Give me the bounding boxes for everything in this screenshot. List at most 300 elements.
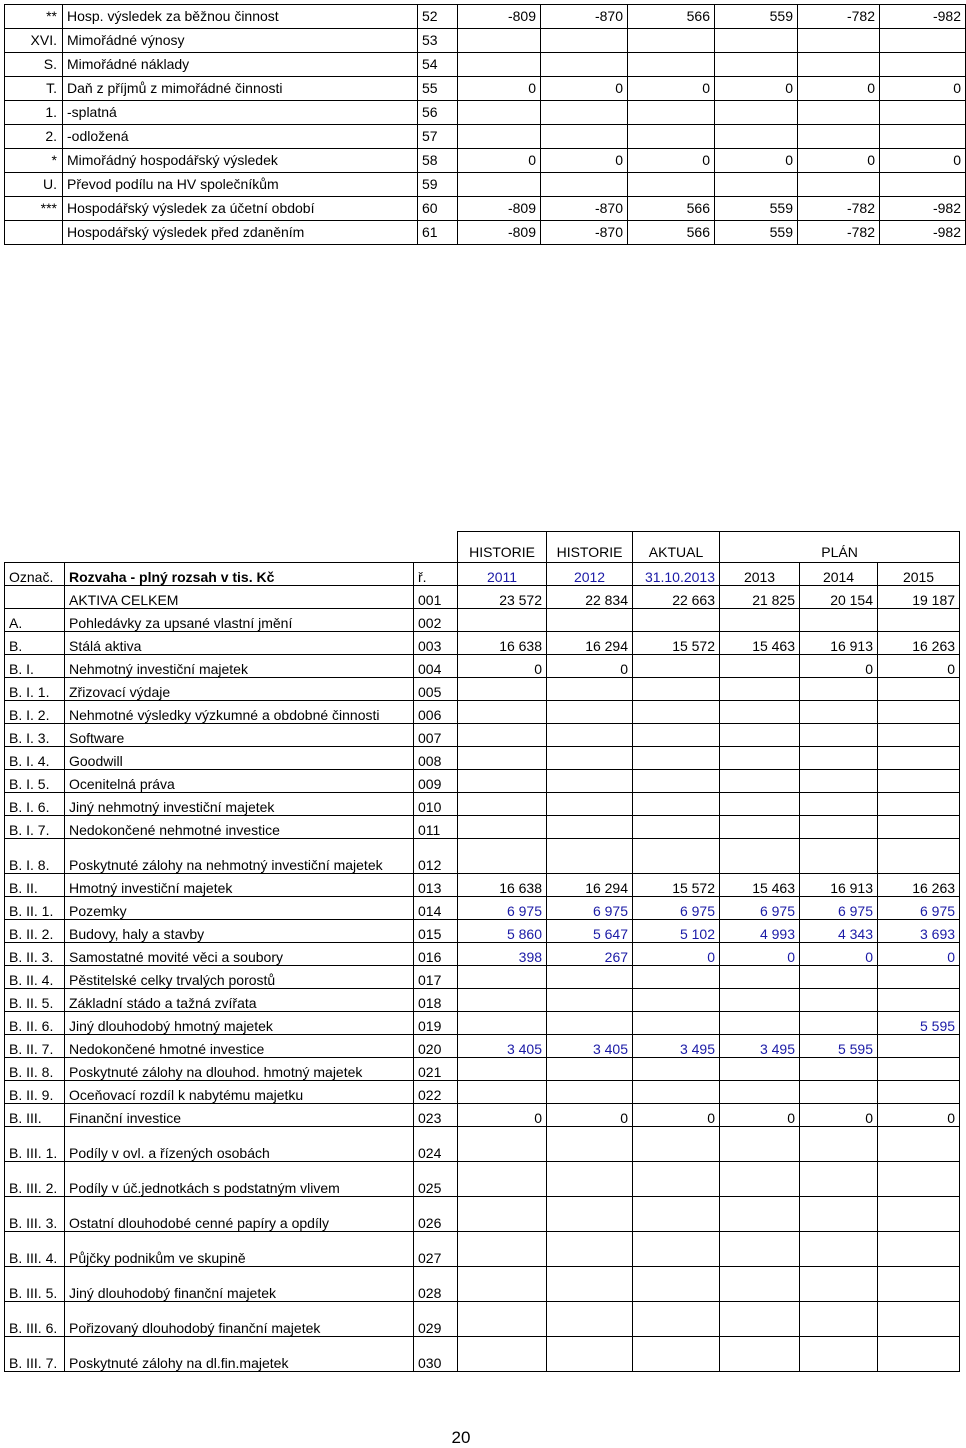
row-line-number: 009 — [414, 770, 458, 793]
row-code: XVI. — [5, 29, 63, 53]
balance-row — [5, 747, 960, 770]
row-label: -odložená — [63, 125, 418, 149]
row-code: B. I. 2. — [5, 701, 65, 724]
value-cell — [633, 724, 720, 747]
value-cell — [633, 1302, 720, 1337]
value-cell: 0 — [880, 77, 966, 101]
row-label: Budovy, haly a stavby — [65, 920, 414, 943]
value-cell: 267 — [547, 943, 633, 966]
value-cell — [547, 1197, 633, 1232]
row-line-number: 57 — [418, 125, 458, 149]
row-code: 2. — [5, 125, 63, 149]
value-cell: 16 263 — [878, 874, 960, 897]
value-cell: 5 647 — [547, 920, 633, 943]
row-code: B. I. 6. — [5, 793, 65, 816]
balance-row — [5, 1197, 960, 1232]
row-line-number: 004 — [414, 655, 458, 678]
value-cell — [633, 678, 720, 701]
value-cell: 566 — [628, 5, 715, 29]
value-cell: 3 405 — [458, 1035, 547, 1058]
value-cell — [800, 701, 878, 724]
value-cell — [720, 701, 800, 724]
value-cell: 566 — [628, 221, 715, 245]
row-label: Hmotný investiční majetek — [65, 874, 414, 897]
balance-row — [5, 989, 960, 1012]
value-cell: 23 572 — [458, 586, 547, 609]
income-row — [5, 101, 966, 125]
row-label: Stálá aktiva — [65, 632, 414, 655]
value-cell: -809 — [458, 221, 541, 245]
value-cell — [720, 1058, 800, 1081]
value-cell — [458, 1337, 547, 1372]
value-cell: 0 — [541, 77, 628, 101]
balance-row — [5, 1162, 960, 1197]
value-cell: 6 975 — [547, 897, 633, 920]
row-line-number: 028 — [414, 1267, 458, 1302]
value-cell: 559 — [715, 221, 798, 245]
balance-row — [5, 586, 960, 609]
value-cell — [715, 173, 798, 197]
value-cell — [720, 1081, 800, 1104]
value-cell — [715, 53, 798, 77]
value-cell — [878, 1337, 960, 1372]
row-label: Mimořádné náklady — [63, 53, 418, 77]
value-cell: 0 — [541, 149, 628, 173]
row-code: ** — [5, 5, 63, 29]
row-label: Goodwill — [65, 747, 414, 770]
value-cell: 15 463 — [720, 874, 800, 897]
row-label: Pozemky — [65, 897, 414, 920]
value-cell: 0 — [458, 655, 547, 678]
value-cell: 0 — [800, 655, 878, 678]
row-label: AKTIVA CELKEM — [65, 586, 414, 609]
balance-row — [5, 609, 960, 632]
value-cell — [800, 1197, 878, 1232]
row-code: B. III. 3. — [5, 1197, 65, 1232]
value-cell — [878, 1197, 960, 1232]
value-cell — [547, 1302, 633, 1337]
value-cell: 398 — [458, 943, 547, 966]
value-cell — [458, 793, 547, 816]
balance-row — [5, 1232, 960, 1267]
value-cell: 3 405 — [547, 1035, 633, 1058]
value-cell: 0 — [878, 655, 960, 678]
row-label: Pořizovaný dlouhodobý finanční majetek — [65, 1302, 414, 1337]
income-row — [5, 77, 966, 101]
value-cell — [720, 1162, 800, 1197]
row-line-number: 55 — [418, 77, 458, 101]
value-cell — [458, 1012, 547, 1035]
balance-row — [5, 678, 960, 701]
column-header-row — [5, 563, 960, 586]
col-header-2011: 2011 — [458, 563, 547, 586]
value-cell: 16 294 — [547, 874, 633, 897]
value-cell: 0 — [547, 655, 633, 678]
value-cell — [798, 173, 880, 197]
value-cell — [458, 1267, 547, 1302]
balance-row — [5, 1127, 960, 1162]
value-cell — [633, 1127, 720, 1162]
value-cell: 3 693 — [878, 920, 960, 943]
value-cell — [880, 101, 966, 125]
value-cell — [458, 989, 547, 1012]
row-line-number: 021 — [414, 1058, 458, 1081]
value-cell — [800, 1302, 878, 1337]
value-cell: -782 — [798, 5, 880, 29]
row-line-number: 022 — [414, 1081, 458, 1104]
value-cell — [547, 1058, 633, 1081]
value-cell — [800, 724, 878, 747]
balance-sheet-table — [4, 531, 960, 1372]
value-cell — [541, 101, 628, 125]
value-cell — [878, 839, 960, 874]
value-cell — [547, 966, 633, 989]
value-cell — [878, 1267, 960, 1302]
row-label: Nedokončené nehmotné investice — [65, 816, 414, 839]
value-cell — [633, 1012, 720, 1035]
value-cell — [880, 125, 966, 149]
row-label: Software — [65, 724, 414, 747]
value-cell — [633, 747, 720, 770]
value-cell — [798, 125, 880, 149]
value-cell — [800, 1337, 878, 1372]
balance-row — [5, 1081, 960, 1104]
value-cell — [715, 125, 798, 149]
value-cell — [547, 1162, 633, 1197]
value-cell: 5 860 — [458, 920, 547, 943]
col-header-2014: 2014 — [800, 563, 878, 586]
value-cell — [628, 101, 715, 125]
balance-row — [5, 1267, 960, 1302]
value-cell: 0 — [798, 77, 880, 101]
row-code: 1. — [5, 101, 63, 125]
value-cell: 4 993 — [720, 920, 800, 943]
balance-row — [5, 793, 960, 816]
row-label: Pěstitelské celky trvalých porostů — [65, 966, 414, 989]
col-header-line: ř. — [414, 563, 458, 586]
row-code: B. I. 4. — [5, 747, 65, 770]
col-header-2013: 2013 — [720, 563, 800, 586]
value-cell — [800, 747, 878, 770]
row-line-number: 005 — [414, 678, 458, 701]
value-cell — [798, 29, 880, 53]
value-cell — [547, 678, 633, 701]
row-code: B. II. 1. — [5, 897, 65, 920]
row-label: Hospodářský výsledek před zdaněním — [63, 221, 418, 245]
value-cell — [458, 839, 547, 874]
page-number: 20 — [451, 1428, 471, 1447]
col-header-2015: 2015 — [878, 563, 960, 586]
row-line-number: 018 — [414, 989, 458, 1012]
row-code: B. III. 4. — [5, 1232, 65, 1267]
row-label: Převod podílu na HV společníkům — [63, 173, 418, 197]
value-cell — [878, 1127, 960, 1162]
value-cell — [720, 1127, 800, 1162]
value-cell — [800, 1058, 878, 1081]
value-cell: 16 638 — [458, 632, 547, 655]
value-cell — [878, 1081, 960, 1104]
row-label: Jiný dlouhodobý hmotný majetek — [65, 1012, 414, 1035]
row-code: B. II. 6. — [5, 1012, 65, 1035]
row-code: B. II. 4. — [5, 966, 65, 989]
value-cell — [547, 1337, 633, 1372]
balance-row — [5, 1337, 960, 1372]
row-line-number: 027 — [414, 1232, 458, 1267]
value-cell — [547, 701, 633, 724]
value-cell — [628, 29, 715, 53]
value-cell: 0 — [798, 149, 880, 173]
value-cell — [720, 678, 800, 701]
value-cell: 5 102 — [633, 920, 720, 943]
balance-row — [5, 816, 960, 839]
value-cell — [633, 989, 720, 1012]
value-cell — [798, 101, 880, 125]
balance-row — [5, 943, 960, 966]
row-line-number: 016 — [414, 943, 458, 966]
row-line-number: 003 — [414, 632, 458, 655]
row-code — [5, 586, 65, 609]
row-label: -splatná — [63, 101, 418, 125]
value-cell — [458, 53, 541, 77]
value-cell — [720, 724, 800, 747]
value-cell — [628, 125, 715, 149]
row-code: B. II. 5. — [5, 989, 65, 1012]
row-code: B. I. 1. — [5, 678, 65, 701]
value-cell — [547, 839, 633, 874]
value-cell: -870 — [541, 197, 628, 221]
value-cell — [541, 29, 628, 53]
value-cell — [633, 816, 720, 839]
value-cell — [720, 966, 800, 989]
row-label: Základní stádo a tažná zvířata — [65, 989, 414, 1012]
value-cell: 0 — [547, 1104, 633, 1127]
value-cell — [628, 53, 715, 77]
value-cell — [880, 29, 966, 53]
row-line-number: 026 — [414, 1197, 458, 1232]
value-cell: 4 343 — [800, 920, 878, 943]
value-cell — [720, 839, 800, 874]
value-cell: 6 975 — [458, 897, 547, 920]
value-cell: 0 — [628, 149, 715, 173]
income-row — [5, 5, 966, 29]
col-header-2012: 2012 — [547, 563, 633, 586]
value-cell — [633, 609, 720, 632]
value-cell — [800, 793, 878, 816]
value-cell — [458, 1127, 547, 1162]
value-cell — [633, 1337, 720, 1372]
group-header-historie-2: HISTORIE — [547, 532, 633, 563]
value-cell: 15 572 — [633, 632, 720, 655]
row-label: Finanční investice — [65, 1104, 414, 1127]
row-label: Poskytnuté zálohy na nehmotný investiční majetek — [65, 839, 414, 874]
balance-row — [5, 724, 960, 747]
income-row — [5, 173, 966, 197]
value-cell — [633, 770, 720, 793]
value-cell — [800, 770, 878, 793]
row-label: Pohledávky za upsané vlastní jmění — [65, 609, 414, 632]
value-cell: 15 572 — [633, 874, 720, 897]
value-cell: -809 — [458, 5, 541, 29]
value-cell — [880, 173, 966, 197]
value-cell: 559 — [715, 5, 798, 29]
balance-row — [5, 770, 960, 793]
value-cell — [800, 816, 878, 839]
value-cell: 21 825 — [720, 586, 800, 609]
row-line-number: 024 — [414, 1127, 458, 1162]
value-cell — [458, 724, 547, 747]
value-cell — [800, 678, 878, 701]
value-cell — [800, 1012, 878, 1035]
row-label: Poskytnuté zálohy na dlouhod. hmotný majetek — [65, 1058, 414, 1081]
income-row — [5, 29, 966, 53]
value-cell — [547, 816, 633, 839]
row-code: B. III. 2. — [5, 1162, 65, 1197]
group-header-aktual: AKTUAL — [633, 532, 720, 563]
value-cell: 0 — [633, 943, 720, 966]
value-cell — [628, 173, 715, 197]
row-code: B. I. — [5, 655, 65, 678]
balance-row — [5, 1035, 960, 1058]
row-line-number: 008 — [414, 747, 458, 770]
value-cell — [878, 1058, 960, 1081]
value-cell — [800, 989, 878, 1012]
balance-row — [5, 1012, 960, 1035]
value-cell — [800, 609, 878, 632]
row-code: B. III. 7. — [5, 1337, 65, 1372]
value-cell — [633, 966, 720, 989]
value-cell — [458, 1302, 547, 1337]
row-label: Samostatné movité věci a soubory — [65, 943, 414, 966]
value-cell — [458, 1232, 547, 1267]
row-code: B. I. 5. — [5, 770, 65, 793]
value-cell — [633, 1232, 720, 1267]
value-cell — [878, 1232, 960, 1267]
value-cell — [458, 1162, 547, 1197]
row-label: Poskytnuté zálohy na dl.fin.majetek — [65, 1337, 414, 1372]
value-cell: 5 595 — [878, 1012, 960, 1035]
group-header-row — [5, 532, 960, 563]
value-cell: 0 — [628, 77, 715, 101]
row-label: Hospodářský výsledek za účetní období — [63, 197, 418, 221]
value-cell — [458, 101, 541, 125]
value-cell — [878, 701, 960, 724]
value-cell: 559 — [715, 197, 798, 221]
value-cell: 20 154 — [800, 586, 878, 609]
row-line-number: 013 — [414, 874, 458, 897]
balance-row — [5, 897, 960, 920]
value-cell: 0 — [458, 149, 541, 173]
value-cell — [720, 609, 800, 632]
value-cell — [715, 101, 798, 125]
value-cell: 16 294 — [547, 632, 633, 655]
row-line-number: 53 — [418, 29, 458, 53]
row-line-number: 56 — [418, 101, 458, 125]
row-line-number: 006 — [414, 701, 458, 724]
value-cell: 0 — [878, 943, 960, 966]
value-cell — [878, 770, 960, 793]
value-cell — [800, 839, 878, 874]
value-cell — [547, 1267, 633, 1302]
value-cell: 0 — [458, 77, 541, 101]
row-code: B. II. — [5, 874, 65, 897]
value-cell — [633, 701, 720, 724]
row-label: Daň z příjmů z mimořádné činnosti — [63, 77, 418, 101]
value-cell: 3 495 — [633, 1035, 720, 1058]
value-cell — [458, 1197, 547, 1232]
value-cell: 0 — [800, 1104, 878, 1127]
value-cell — [547, 724, 633, 747]
value-cell — [878, 989, 960, 1012]
value-cell — [547, 989, 633, 1012]
balance-row — [5, 874, 960, 897]
row-code: B. III. — [5, 1104, 65, 1127]
value-cell — [720, 816, 800, 839]
row-code: S. — [5, 53, 63, 77]
value-cell — [458, 125, 541, 149]
value-cell — [720, 1197, 800, 1232]
row-code: B. — [5, 632, 65, 655]
value-cell — [720, 1302, 800, 1337]
value-cell: 19 187 — [878, 586, 960, 609]
value-cell — [633, 1162, 720, 1197]
row-label: Podíly v ovl. a řízených osobách — [65, 1127, 414, 1162]
value-cell — [547, 747, 633, 770]
income-statement-table — [4, 4, 966, 245]
row-label: Ocenitelná práva — [65, 770, 414, 793]
header-spacer — [5, 532, 458, 563]
value-cell — [798, 53, 880, 77]
row-label: Jiný dlouhodobý finanční majetek — [65, 1267, 414, 1302]
value-cell — [541, 125, 628, 149]
value-cell: 0 — [800, 943, 878, 966]
value-cell — [547, 793, 633, 816]
value-cell: 16 638 — [458, 874, 547, 897]
value-cell — [458, 966, 547, 989]
value-cell — [720, 655, 800, 678]
value-cell: -782 — [798, 221, 880, 245]
value-cell — [878, 724, 960, 747]
value-cell: 0 — [720, 1104, 800, 1127]
value-cell: 6 975 — [800, 897, 878, 920]
value-cell — [720, 1232, 800, 1267]
value-cell — [720, 1012, 800, 1035]
value-cell — [878, 609, 960, 632]
row-label: Mimořádné výnosy — [63, 29, 418, 53]
row-line-number: 52 — [418, 5, 458, 29]
value-cell: 0 — [633, 1104, 720, 1127]
row-label: Mimořádný hospodářský výsledek — [63, 149, 418, 173]
value-cell — [458, 770, 547, 793]
row-label: Půjčky podnikům ve skupině — [65, 1232, 414, 1267]
balance-row — [5, 920, 960, 943]
value-cell: 0 — [720, 943, 800, 966]
row-line-number: 015 — [414, 920, 458, 943]
row-code: B. III. 5. — [5, 1267, 65, 1302]
value-cell — [458, 173, 541, 197]
value-cell — [720, 1267, 800, 1302]
balance-row — [5, 701, 960, 724]
value-cell — [633, 1058, 720, 1081]
row-code: B. III. 1. — [5, 1127, 65, 1162]
value-cell: -982 — [880, 197, 966, 221]
row-line-number: 007 — [414, 724, 458, 747]
row-line-number: 020 — [414, 1035, 458, 1058]
row-line-number: 010 — [414, 793, 458, 816]
income-row — [5, 53, 966, 77]
value-cell — [541, 173, 628, 197]
value-cell — [458, 1081, 547, 1104]
income-row — [5, 149, 966, 173]
